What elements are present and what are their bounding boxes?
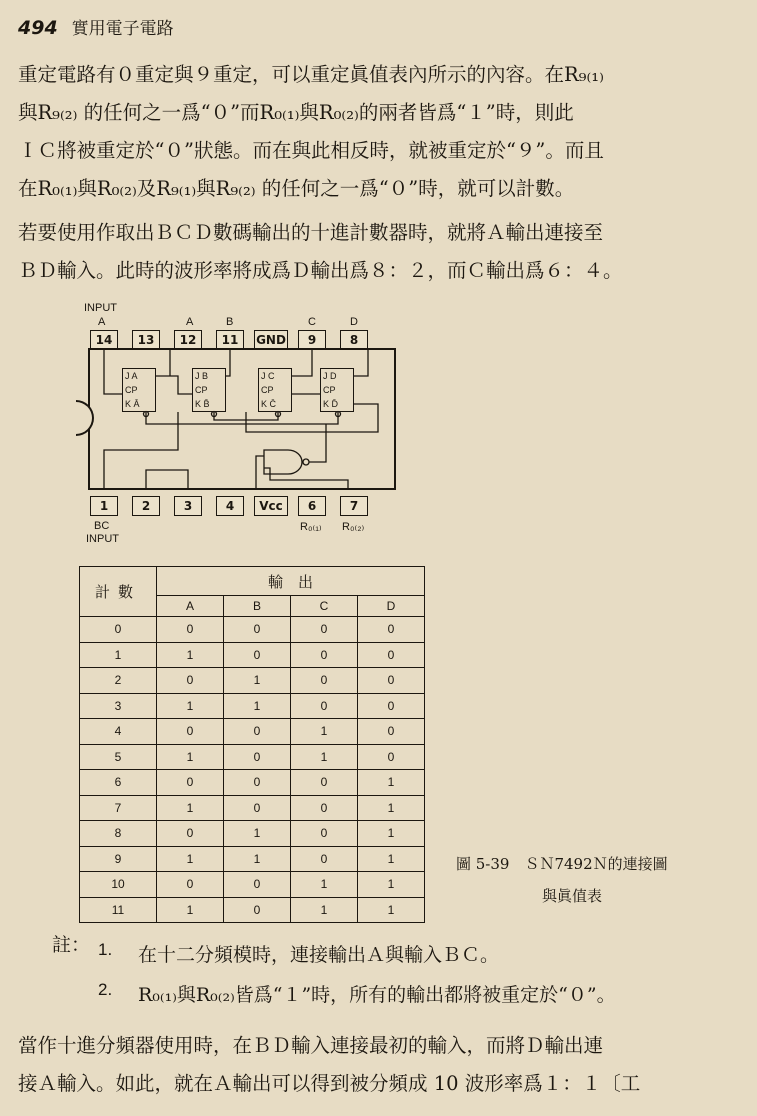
output-cell: 1 (157, 693, 224, 719)
ff-row: CP (125, 385, 138, 395)
output-cell: 0 (358, 642, 425, 668)
pin-label-input-bottom: INPUT (86, 533, 119, 545)
output-cell: 0 (157, 821, 224, 847)
ff-row: J D (323, 371, 337, 381)
count-cell: 7 (80, 795, 157, 821)
book-title: 實用電子電路 (71, 19, 174, 39)
output-cell: 0 (224, 872, 291, 898)
output-cell: 1 (157, 795, 224, 821)
caption-line: 圖 5-39 ＳＮ7492Ｎ的連接圖 (456, 855, 668, 873)
output-cell: 1 (157, 897, 224, 923)
pin-label-input: INPUT (84, 302, 117, 314)
page-number: 494 (18, 17, 58, 39)
bottom-pin: 4 (216, 496, 244, 516)
top-pin: 8 (340, 330, 368, 350)
output-cell: 1 (291, 872, 358, 898)
output-cell: 0 (291, 770, 358, 796)
truth-table-body (80, 617, 425, 923)
count-cell: 5 (80, 744, 157, 770)
output-cell: 0 (224, 795, 291, 821)
count-cell: 0 (80, 617, 157, 643)
note-item (98, 980, 616, 1007)
output-cell: 0 (291, 693, 358, 719)
output-cell: 0 (291, 668, 358, 694)
ff-row: K B̄ (195, 399, 210, 409)
pin-label-r01: R₀₍₁₎ (300, 521, 322, 533)
count-cell: 10 (80, 872, 157, 898)
paragraph-bcd (18, 214, 738, 290)
output-cell: 0 (157, 770, 224, 796)
ff-row: CP (261, 385, 274, 395)
note-number: 1. (98, 940, 113, 959)
output-cell: 1 (291, 897, 358, 923)
output-cell: 1 (157, 744, 224, 770)
output-cell: 1 (358, 897, 425, 923)
ff-row: K C̄ (261, 399, 277, 409)
note-text: R₀₍₁₎與R₀₍₂₎皆爲“１”時，所有的輸出都將被重定於“０”。 (138, 984, 616, 1006)
text-line: 當作十進分頻器使用時，在ＢＤ輸入連接最初的輸入，而將Ｄ輸出連 (18, 1034, 604, 1057)
text-line: 若要使用作取出ＢＣＤ數碼輸出的十進計數器時，就將Ａ輸出連接至 (18, 221, 604, 244)
output-cell: 0 (358, 693, 425, 719)
output-cell: 1 (358, 795, 425, 821)
ff-row: K Ā (125, 399, 140, 409)
text-line: ＢＤ輸入。此時的波形率將成爲Ｄ輸出爲８：２，而Ｃ輸出爲６：４。 (18, 259, 623, 282)
output-cell: 1 (224, 693, 291, 719)
top-pin: 12 (174, 330, 202, 350)
count-header: 計數 (80, 567, 157, 617)
column-header: A (157, 596, 224, 617)
table-row (80, 668, 425, 694)
output-cell: 0 (157, 872, 224, 898)
top-pin: 14 (90, 330, 118, 350)
count-cell: 3 (80, 693, 157, 719)
figure-caption (456, 848, 668, 912)
output-cell: 0 (224, 617, 291, 643)
table-row (80, 719, 425, 745)
output-cell: 1 (224, 668, 291, 694)
paragraph-reset (18, 56, 738, 208)
text-line: 重定電路有０重定與９重定，可以重定眞值表內所示的內容。在R₉₍₁₎ (18, 63, 604, 86)
notes-label: 註： (52, 934, 91, 956)
output-cell: 0 (358, 617, 425, 643)
output-cell: 0 (224, 744, 291, 770)
output-cell: 0 (224, 642, 291, 668)
pin-label-r02: R₀₍₂₎ (342, 521, 365, 533)
output-cell: 0 (291, 846, 358, 872)
count-cell: 8 (80, 821, 157, 847)
count-cell: 11 (80, 897, 157, 923)
output-cell: 0 (224, 719, 291, 745)
text-line: 接Ａ輸入。如此，就在Ａ輸出可以得到被分頻成 10 波形率爲１：１〔工 (18, 1072, 641, 1095)
output-header: 輸 出 (157, 567, 425, 596)
pin-label-c: C (308, 316, 316, 328)
text-line: ＩＣ將被重定於“０”狀態。而在與此相反時，就被重定於“９”。而且 (18, 139, 604, 162)
page-header (18, 14, 174, 39)
bottom-pin: Vcc (254, 496, 288, 516)
column-header: C (291, 596, 358, 617)
output-cell: 1 (291, 719, 358, 745)
output-cell: 1 (224, 821, 291, 847)
ff-row: K D̄ (323, 399, 339, 409)
ff-row: J B (195, 371, 209, 381)
note-number: 2. (98, 980, 113, 999)
output-cell: 0 (291, 821, 358, 847)
output-cell: 0 (291, 642, 358, 668)
pin-label-d: D (350, 316, 358, 328)
paragraph-decade-divider (18, 1027, 738, 1103)
output-cell: 0 (358, 744, 425, 770)
text-line: 與R₉₍₂₎ 的任何之一爲“０”而R₀₍₁₎與R₀₍₂₎的兩者皆爲“１”時，則此 (18, 101, 574, 124)
column-header: D (358, 596, 425, 617)
table-row (80, 821, 425, 847)
pin-label-b: B (226, 316, 234, 328)
output-cell: 1 (291, 744, 358, 770)
output-cell: 1 (224, 846, 291, 872)
top-pin: GND (254, 330, 288, 350)
top-pin: 9 (298, 330, 326, 350)
output-cell: 1 (358, 846, 425, 872)
output-cell: 0 (224, 897, 291, 923)
bottom-pin: 1 (90, 496, 118, 516)
output-cell: 0 (358, 719, 425, 745)
count-cell: 4 (80, 719, 157, 745)
output-cell: 0 (157, 719, 224, 745)
top-pin: 13 (132, 330, 160, 350)
ff-row: CP (323, 385, 336, 395)
table-row (80, 642, 425, 668)
pin-label-a: A (98, 316, 106, 328)
ff-row: J C (261, 371, 275, 381)
bottom-pin: 7 (340, 496, 368, 516)
pin-label-a-out: A (186, 316, 194, 328)
count-cell: 1 (80, 642, 157, 668)
output-cell: 0 (358, 668, 425, 694)
column-header: B (224, 596, 291, 617)
bottom-pin: 3 (174, 496, 202, 516)
output-cell: 1 (358, 872, 425, 898)
output-cell: 0 (291, 617, 358, 643)
bottom-pin: 2 (132, 496, 160, 516)
count-cell: 6 (80, 770, 157, 796)
table-row (80, 744, 425, 770)
note-text: 在十二分頻模時，連接輸出Ａ與輸入ＢＣ。 (138, 944, 500, 966)
table-row (80, 795, 425, 821)
note-item (98, 940, 499, 967)
text-line: 在R₀₍₁₎與R₀₍₂₎及R₉₍₁₎與R₉₍₂₎ 的任何之一爲“０”時，就可以計數。 (18, 177, 575, 200)
table-row (80, 846, 425, 872)
output-cell: 0 (157, 617, 224, 643)
count-cell: 9 (80, 846, 157, 872)
top-pin: 11 (216, 330, 244, 350)
output-cell: 1 (157, 846, 224, 872)
truth-table (79, 566, 425, 923)
output-cell: 1 (358, 770, 425, 796)
ff-row: J A (125, 371, 138, 381)
bottom-pin: 6 (298, 496, 326, 516)
table-row (80, 872, 425, 898)
table-row (80, 693, 425, 719)
ff-row: CP (195, 385, 208, 395)
count-cell: 2 (80, 668, 157, 694)
ic-connection-diagram (78, 300, 418, 550)
table-row (80, 617, 425, 643)
output-cell: 0 (224, 770, 291, 796)
pin-label-bc: BC (94, 520, 110, 532)
output-cell: 1 (157, 642, 224, 668)
caption-line: 與眞值表 (542, 887, 603, 905)
output-cell: 0 (291, 795, 358, 821)
output-cell: 1 (358, 821, 425, 847)
output-cell: 0 (157, 668, 224, 694)
table-row (80, 770, 425, 796)
table-row (80, 897, 425, 923)
